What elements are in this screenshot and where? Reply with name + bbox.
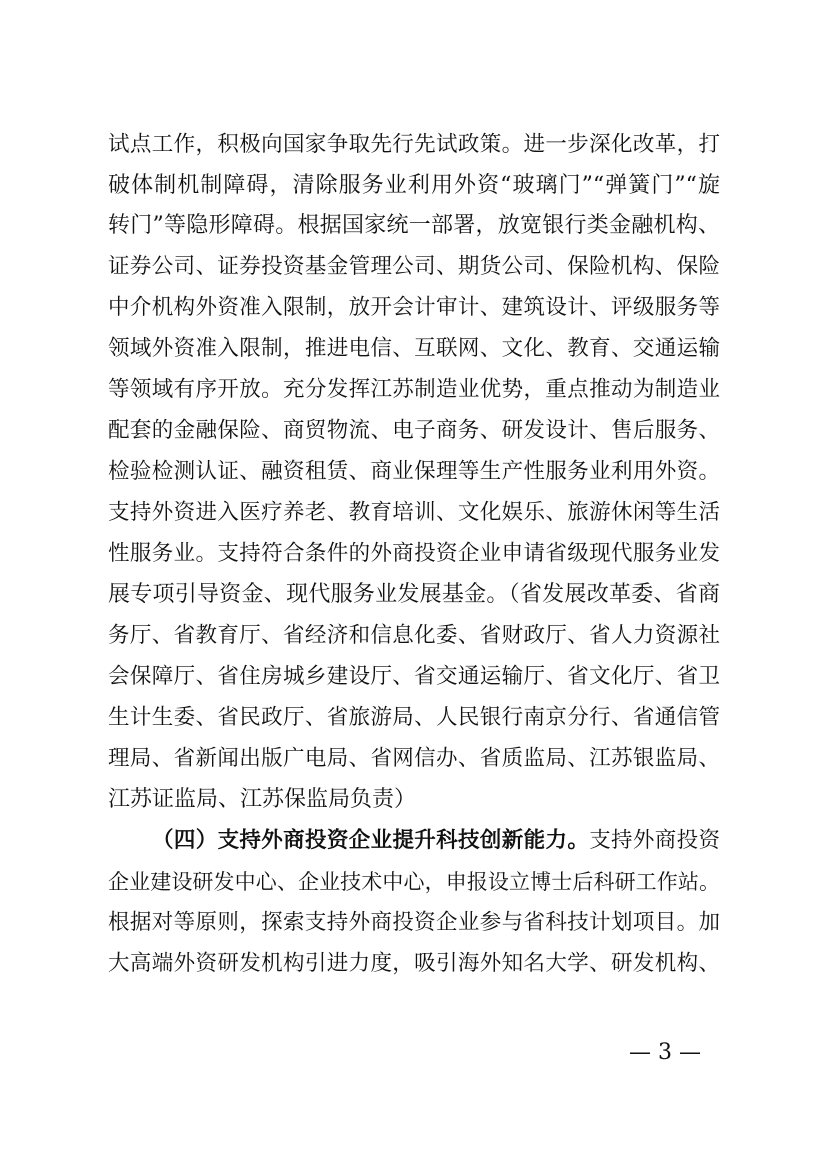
paragraph-line: 等领域有序开放。充分发挥江苏制造业优势，重点推动为制造业 [108, 377, 720, 402]
page-number: — 3 — [629, 1040, 701, 1065]
paragraph-line: 试点工作，积极向国家争取先行先试政策。进一步深化改革，打 [108, 132, 720, 157]
paragraph-line: 中介机构外资准入限制，放开会计审计、建筑设计、评级服务等 [108, 295, 720, 320]
paragraph-line: 证券公司、证券投资基金管理公司、期货公司、保险机构、保险 [108, 254, 720, 279]
paragraph-line: 配套的金融保险、商贸物流、电子商务、研发设计、售后服务、 [108, 418, 720, 443]
paragraph-text: 支持外商投资 [589, 828, 720, 853]
paragraph-line: 性服务业。支持符合条件的外商投资企业申请省级现代服务业发 [108, 541, 720, 566]
paragraph-line: 检验检测认证、融资租赁、商业保理等生产性服务业利用外资。 [108, 459, 720, 484]
paragraph-line: 领域外资准入限制，推进电信、互联网、文化、教育、交通运输 [108, 336, 720, 361]
paragraph-line: 企业建设研发中心、企业技术中心，申报设立博士后科研工作站。 [108, 870, 720, 894]
paragraph-line: 展专项引导资金、现代服务业发展基金。（省发展改革委、省商 [108, 582, 720, 607]
paragraph-line: 根据对等原则，探索支持外商投资企业参与省科技计划项目。加 [108, 910, 720, 935]
paragraph-line: 务厅、省教育厅、省经济和信息化委、省财政厅、省人力资源社 [108, 623, 720, 648]
paragraph-first-line [152, 826, 720, 856]
section-heading: （四）支持外商投资企业提升科技创新能力。 [152, 828, 590, 853]
paragraph-line: 支持外资进入医疗养老、教育培训、文化娱乐、旅游休闲等生活 [108, 500, 720, 525]
paragraph-line: 转门”等隐形障碍。根据国家统一部署，放宽银行类金融机构、 [108, 213, 720, 238]
paragraph-line: 江苏证监局、江苏保监局负责） [108, 787, 417, 812]
paragraph-line: 生计生委、省民政厅、省旅游局、人民银行南京分行、省通信管 [108, 705, 720, 730]
paragraph-line: 理局、省新闻出版广电局、省网信办、省质监局、江苏银监局、 [108, 746, 720, 771]
paragraph-line: 大高端外资研发机构引进力度，吸引海外知名大学、研发机构、 [108, 951, 720, 976]
paragraph-line: 破体制机制障碍，清除服务业利用外资“玻璃门”“弹簧门”“旋 [108, 173, 720, 198]
paragraph-line: 会保障厅、省住房城乡建设厅、省交通运输厅、省文化厅、省卫 [108, 664, 720, 689]
